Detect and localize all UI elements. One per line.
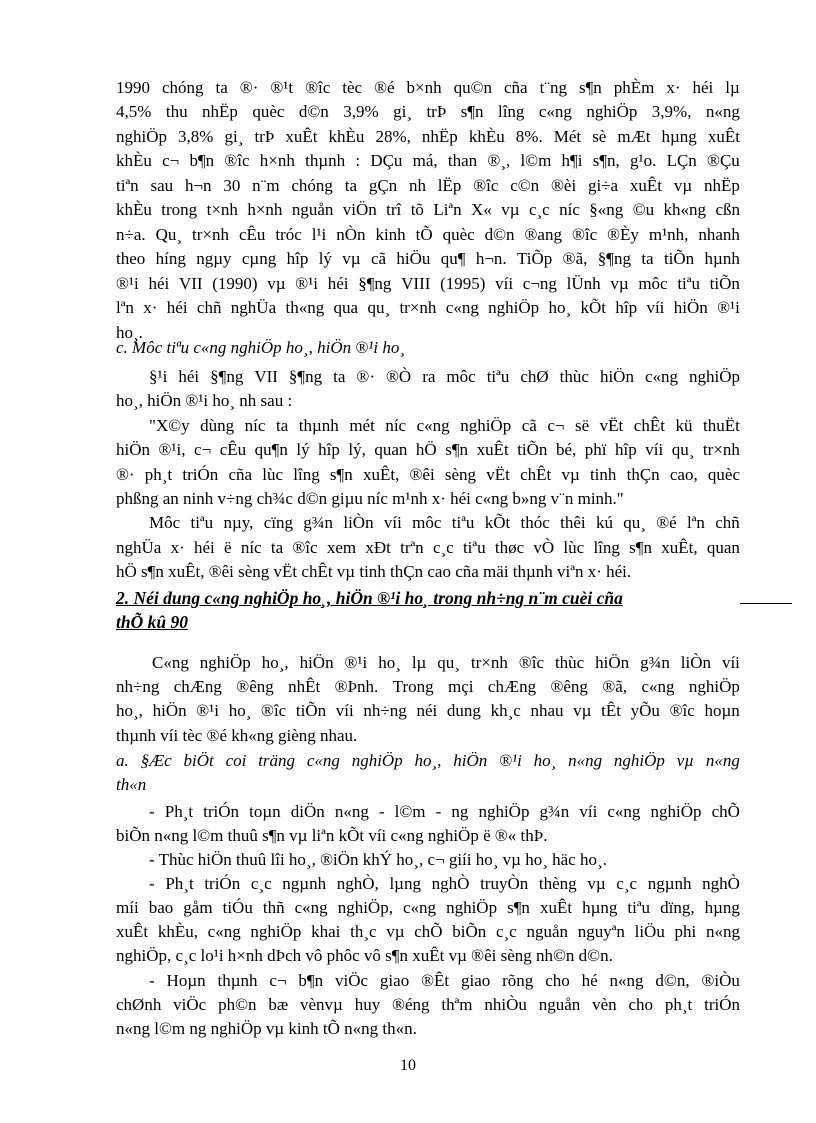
page-number: 10 bbox=[400, 1057, 416, 1074]
text-line: ®¹i héi VII (1990) vµ ®¹i héi §¶ng VIII (1995) víi c¬ng lÜnh vµ môc tiªu tiÕn bbox=[116, 274, 740, 293]
section-heading: 2. Néi dung c«ng nghiÖp ho¸, hiÖn ®¹i ho¸ trong nh÷ng n¨m cuèi cña bbox=[116, 588, 623, 608]
text-line: nghiÖp 3,8% gi¸ trÞ xuÊt khÈu 28%, nhËp khÈu 8%. Mét sè mÆt hµng xuÊt bbox=[116, 127, 740, 146]
bullet-line: - Thùc hiÖn thuû lîi ho¸, ®iÖn khÝ ho¸, c¬ giíi ho¸ vµ ho¸ häc ho¸. bbox=[149, 850, 607, 869]
text-line: lªn x· héi chñ nghÜa th«ng qua qu¸ tr×nh c«ng nghiÖp ho¸ kÕt hîp víi hiÖn ®¹i bbox=[116, 298, 740, 317]
bullet-line: xuÊt khÈu, c«ng nghiÖp khai th¸c vµ chÕ biÕn c¸c nguån nguyªn liÖu phi n«ng bbox=[116, 922, 740, 941]
text-line: thµnh víi tèc ®é kh«ng gièng nhau. bbox=[116, 726, 358, 745]
text-line: ho¸. bbox=[116, 323, 143, 342]
quote-line: hiÖn ®¹i, c¬ cÊu qu¶n lý hîp lý, quan hÖ s¶n xuÊt tiÕn bé, phï hîp víi qu¸ tr×nh bbox=[116, 440, 740, 459]
text-line: ho¸, hiÖn ®¹i ho¸ ®îc tiÕn víi nh÷ng néi dung kh¸c nhau vµ tÊt yÕu ®îc hoµn bbox=[116, 701, 740, 720]
bullet-line: biÕn n«ng l©m thuû s¶n vµ liªn kÕt víi c«ng nghiÖp ë ®« thÞ. bbox=[116, 826, 548, 845]
text-line: khÈu c¬ b¶n ®îc h×nh thµnh : DÇu má, than ®¸, l©m h¶i s¶n, g¹o. LÇn ®Çu bbox=[116, 151, 740, 170]
heading-underline bbox=[740, 603, 792, 604]
text-line: tiªn sau h¬n 30 n¨m chóng ta gÇn nh lËp ®îc c©n ®èi gi÷a xuÊt vµ nhËp bbox=[116, 176, 740, 195]
quote-line: "X©y dùng níc ta thµnh mét níc c«ng nghiÖp cã c¬ së vËt chÊt kü thuËt bbox=[149, 416, 740, 435]
quote-line: phßng an ninh v÷ng ch¾c d©n giµu níc m¹nh x· héi c«ng b»ng v¨n minh." bbox=[116, 489, 624, 508]
text-line: §¹i héi §¶ng VII §¶ng ta ®· ®Ò ra môc tiªu chØ thùc hiÖn c«ng nghiÖp bbox=[149, 367, 740, 386]
bullet-line: - Ph¸t triÓn c¸c ngµnh nghÒ, lµng nghÒ truyÒn thèng vµ c¸c ngµnh nghÒ bbox=[149, 874, 740, 893]
quote-line: ®· ph¸t triÓn cña lùc lîng s¶n xuÊt, ®êi sèng vËt chÊt vµ tinh thÇn cao, quèc bbox=[116, 465, 740, 484]
text-line: theo híng ngµy cµng hîp lý vµ cã hiÖu qu¶ h¬n. TiÕp ®ã, §¶ng ta tiÕn hµnh bbox=[116, 249, 740, 268]
bullet-line: n«ng l©m ng nghiÖp vµ kinh tÕ n«ng th«n. bbox=[116, 1019, 417, 1038]
text-line: ho¸, hiÖn ®¹i ho¸ nh sau : bbox=[116, 391, 293, 410]
text-line: n÷a. Qu¸ tr×nh cÊu tróc l¹i nÒn kinh tÕ quèc d©n ®ang ®îc ®Èy m¹nh, nhanh bbox=[116, 225, 740, 244]
bullet-line: nghiÖp, c¸c lo¹i h×nh dÞch vô phôc vô s¶n xuÊt vµ ®êi sèng nh©n d©n. bbox=[116, 946, 613, 965]
text-line: 1990 chóng ta ®· ®¹t ®îc tèc ®é b×nh qu©n cña t¨ng s¶n phÈm x· héi lµ bbox=[116, 78, 740, 97]
bullet-line: chØnh viÖc ph©n bæ vènvµ huy ®éng thªm nhiÒu nguån vèn cho ph¸t triÓn bbox=[116, 995, 740, 1014]
subheading-c: c. Môc tiªu c«ng nghiÖp ho¸, hiÖn ®¹i ho¸ bbox=[116, 338, 405, 357]
bullet-line: míi bao gåm tiÓu thñ c«ng nghiÖp, c«ng nghiÖp s¶n xuÊt hµng tiªu dïng, hµng bbox=[116, 898, 740, 917]
text-line: 4,5% thu nhËp quèc d©n 3,9% gi¸ trÞ s¶n lîng c«ng nghiÖp 3,9%, n«ng bbox=[116, 102, 740, 121]
bullet-line: - Hoµn thµnh c¬ b¶n viÖc giao ®Êt giao rõng cho hé n«ng d©n, ®iÒu bbox=[149, 971, 740, 990]
text-line: nh÷ng chÆng ®êng nhÊt ®Þnh. Trong mçi chÆng ®êng ®ã, c«ng nghiÖp bbox=[116, 677, 740, 696]
section-heading-cont: thÕ kû 90 bbox=[116, 612, 188, 632]
text-line: hÖ s¶n xuÊt, ®êi sèng vËt chÊt vµ tinh thÇn cao cña mäi thµnh viªn x· héi. bbox=[116, 562, 632, 581]
bullet-line: - Ph¸t triÓn toµn diÖn n«ng - l©m - ng nghiÖp g¾n víi c«ng nghiÖp chÕ bbox=[149, 802, 740, 821]
text-line: nghÜa x· héi ë níc ta ®îc xem xÐt trªn c¸c tiªu thøc vÒ lùc lîng s¶n xuÊt, quan bbox=[116, 538, 740, 557]
subheading-a-cont: th«n bbox=[116, 775, 147, 794]
text-line: C«ng nghiÖp ho¸, hiÖn ®¹i ho¸ lµ qu¸ tr×nh ®îc thùc hiÖn g¾n liÒn víi bbox=[152, 653, 740, 672]
subheading-a: a. §Æc biÖt coi träng c«ng nghiÖp ho¸, hiÖn ®¹i ho¸ n«ng nghiÖp vµ n«ng bbox=[116, 751, 740, 770]
text-line: khÈu trong t×nh h×nh nguån viÖn trî tõ Liªn X« vµ c¸c níc §«ng ©u kh«ng cßn bbox=[116, 200, 740, 219]
text-line: Môc tiªu nµy, cïng g¾n liÒn víi môc tiªu kÕt thóc thêi kú qu¸ ®é lªn chñ bbox=[149, 513, 740, 532]
